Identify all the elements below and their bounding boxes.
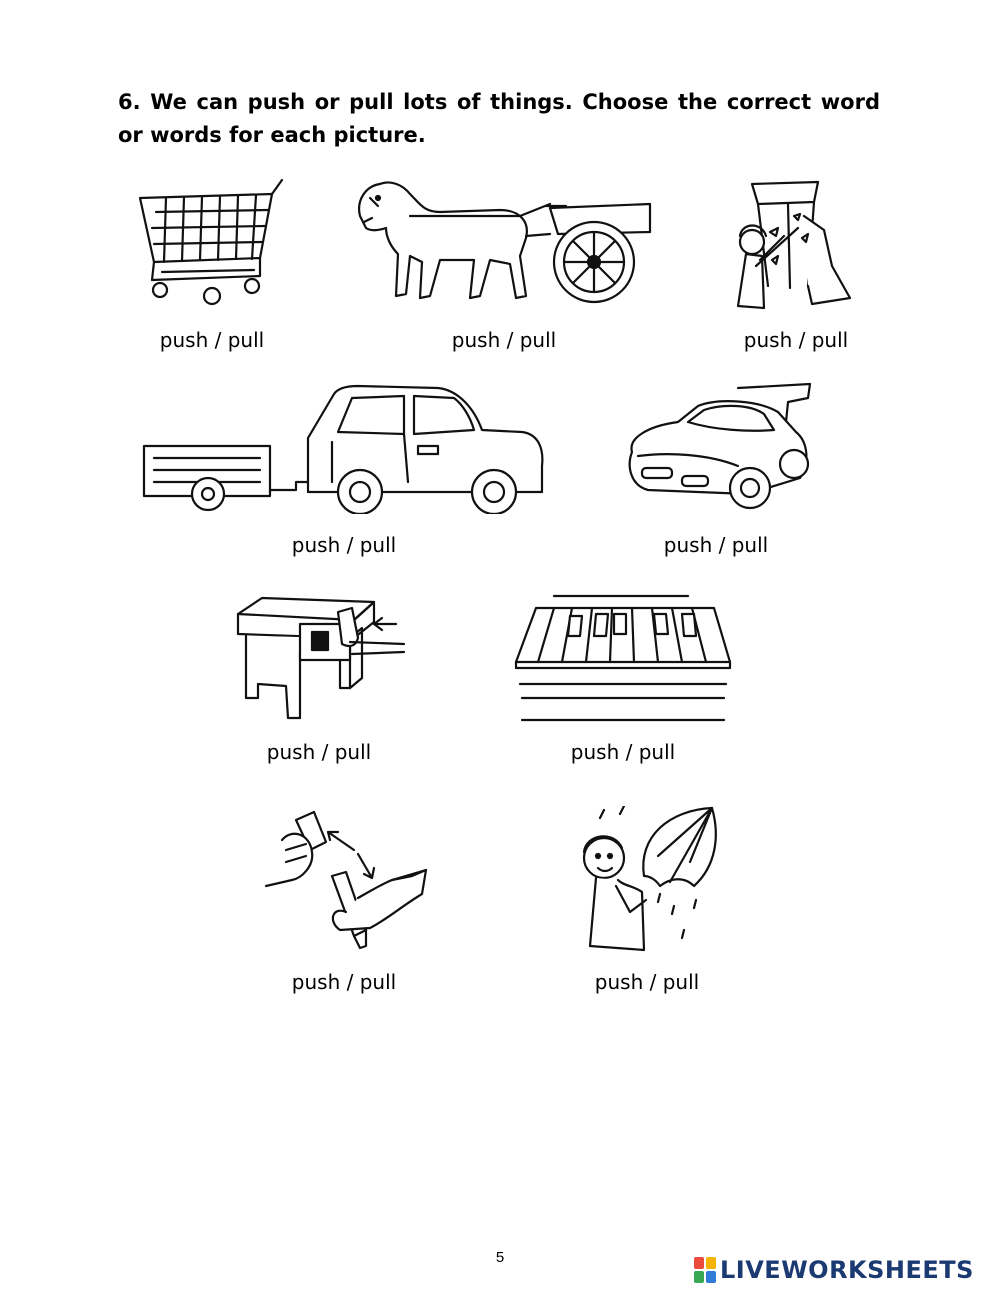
shopping-cart-icon — [136, 172, 286, 312]
pull-option[interactable]: pull — [811, 328, 849, 352]
pull-option[interactable]: pull — [731, 533, 769, 557]
choice-4[interactable] — [292, 533, 396, 557]
logo-tiles-icon — [694, 1257, 716, 1283]
pull-option[interactable]: pull — [334, 740, 372, 764]
choice-1[interactable] — [160, 328, 264, 352]
brand-name: LIVEWORKSHEETS — [720, 1256, 974, 1284]
pull-option[interactable]: pull — [519, 328, 557, 352]
choice-8[interactable] — [292, 970, 396, 994]
separator: / — [340, 970, 360, 994]
pull-option[interactable]: pull — [662, 970, 700, 994]
separator: / — [315, 740, 335, 764]
pen-cap-icon — [262, 810, 432, 956]
separator: / — [208, 328, 228, 352]
piano-keys-icon — [510, 594, 736, 726]
pull-option[interactable]: pull — [638, 740, 676, 764]
logo-tile — [706, 1271, 716, 1283]
push-option[interactable]: push — [594, 970, 644, 994]
pull-option[interactable]: pull — [359, 970, 397, 994]
push-option[interactable]: push — [266, 740, 316, 764]
separator: / — [500, 328, 520, 352]
choice-2[interactable] — [452, 328, 556, 352]
logo-tile — [694, 1257, 704, 1269]
toy-car-icon — [618, 382, 818, 512]
choice-9[interactable] — [595, 970, 699, 994]
pull-option[interactable]: pull — [359, 533, 397, 557]
logo-tile — [694, 1271, 704, 1283]
separator: / — [712, 533, 732, 557]
push-option[interactable]: push — [451, 328, 501, 352]
separator: / — [619, 740, 639, 764]
curtain-icon — [728, 176, 860, 314]
push-option[interactable]: push — [743, 328, 793, 352]
instruction-text: 6. We can push or pull lots of things. Choose the correct word or words for each picture. — [118, 90, 880, 147]
choice-3[interactable] — [744, 328, 848, 352]
brand-logo — [694, 1254, 974, 1286]
drawer-icon — [232, 594, 406, 724]
push-option[interactable]: push — [291, 970, 341, 994]
push-option[interactable]: push — [291, 533, 341, 557]
separator: / — [792, 328, 812, 352]
logo-tile — [706, 1257, 716, 1269]
car-trailer-icon — [138, 382, 550, 514]
separator: / — [643, 970, 663, 994]
horse-cart-icon — [350, 176, 660, 312]
choice-6[interactable] — [267, 740, 371, 764]
choice-5[interactable] — [664, 533, 768, 557]
pull-option[interactable]: pull — [227, 328, 265, 352]
push-option[interactable]: push — [663, 533, 713, 557]
push-option[interactable]: push — [570, 740, 620, 764]
umbrella-icon — [574, 806, 724, 954]
choice-7[interactable] — [571, 740, 675, 764]
page-number: 5 — [495, 1249, 505, 1266]
separator: / — [340, 533, 360, 557]
push-option[interactable]: push — [159, 328, 209, 352]
